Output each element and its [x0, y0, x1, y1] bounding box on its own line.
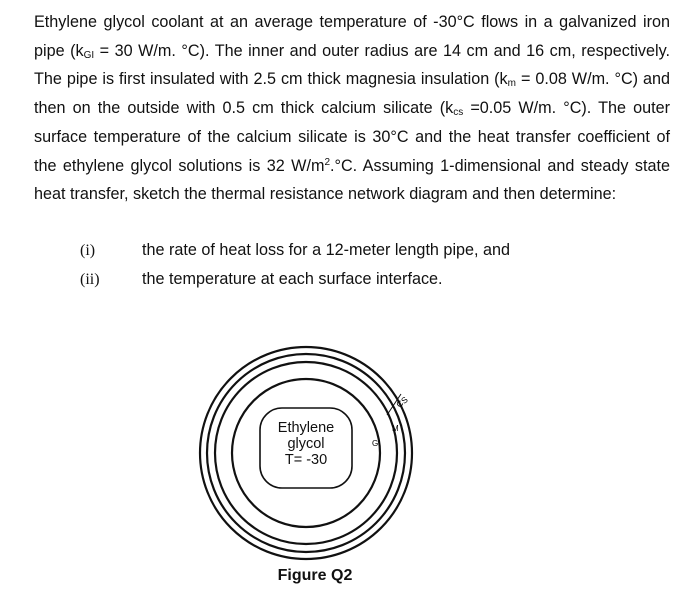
fluid-label-line-3: T= -30	[284, 452, 328, 468]
label-cs: CS	[394, 394, 410, 410]
k-m-subscript: m	[507, 78, 516, 90]
part-number: (i)	[80, 241, 96, 259]
squared-superscript: 2	[324, 156, 330, 168]
k-gi-subscript: GI	[83, 49, 95, 61]
fluid-label-line-2: glycol	[287, 436, 325, 452]
question-parts	[80, 236, 670, 294]
figure-caption: Figure Q2	[277, 567, 353, 584]
fluid-label-line-1: Ethylene	[277, 420, 335, 436]
part-text: the temperature at each surface interface.	[142, 270, 443, 288]
question-part-1	[80, 236, 670, 265]
problem-text-tail: .°C. Assuming 1-dimensional and steady state heat transfer, sketch the thermal resistance network diagram and then determine:	[34, 156, 670, 204]
problem-text-k-m: = 0.08 W/m. °C) and then on the outside with 0.5 cm thick calcium silicate (k	[34, 70, 670, 118]
pipe-cross-section-figure	[190, 330, 440, 600]
question-part-2	[80, 265, 670, 294]
part-number: (ii)	[80, 270, 100, 288]
label-m: M	[392, 424, 399, 433]
part-text: the rate of heat loss for a 12-meter length pipe, and	[142, 241, 511, 259]
problem-text-k-gi: = 30 W/m. °C). The inner and outer radius are 14 cm and 16 cm, respectively. The pipe is first insulated with 2.5 cm thick magnesia insulation (k	[34, 41, 670, 89]
k-cs-subscript: cs	[453, 107, 464, 119]
label-gi: GI	[372, 439, 381, 448]
fluid-label	[246, 420, 366, 468]
problem-text-k-cs: =0.05 W/m. °C). The outer surface temperature of the calcium silicate is 30°C and the heat transfer coefficient of the ethylene glycol solutions is 32 W/m	[34, 99, 670, 175]
problem-text-intro: Ethylene glycol coolant at an average temperature of -30°C flows in a galvanized iron pipe (k	[34, 13, 670, 60]
problem-statement	[34, 8, 670, 209]
